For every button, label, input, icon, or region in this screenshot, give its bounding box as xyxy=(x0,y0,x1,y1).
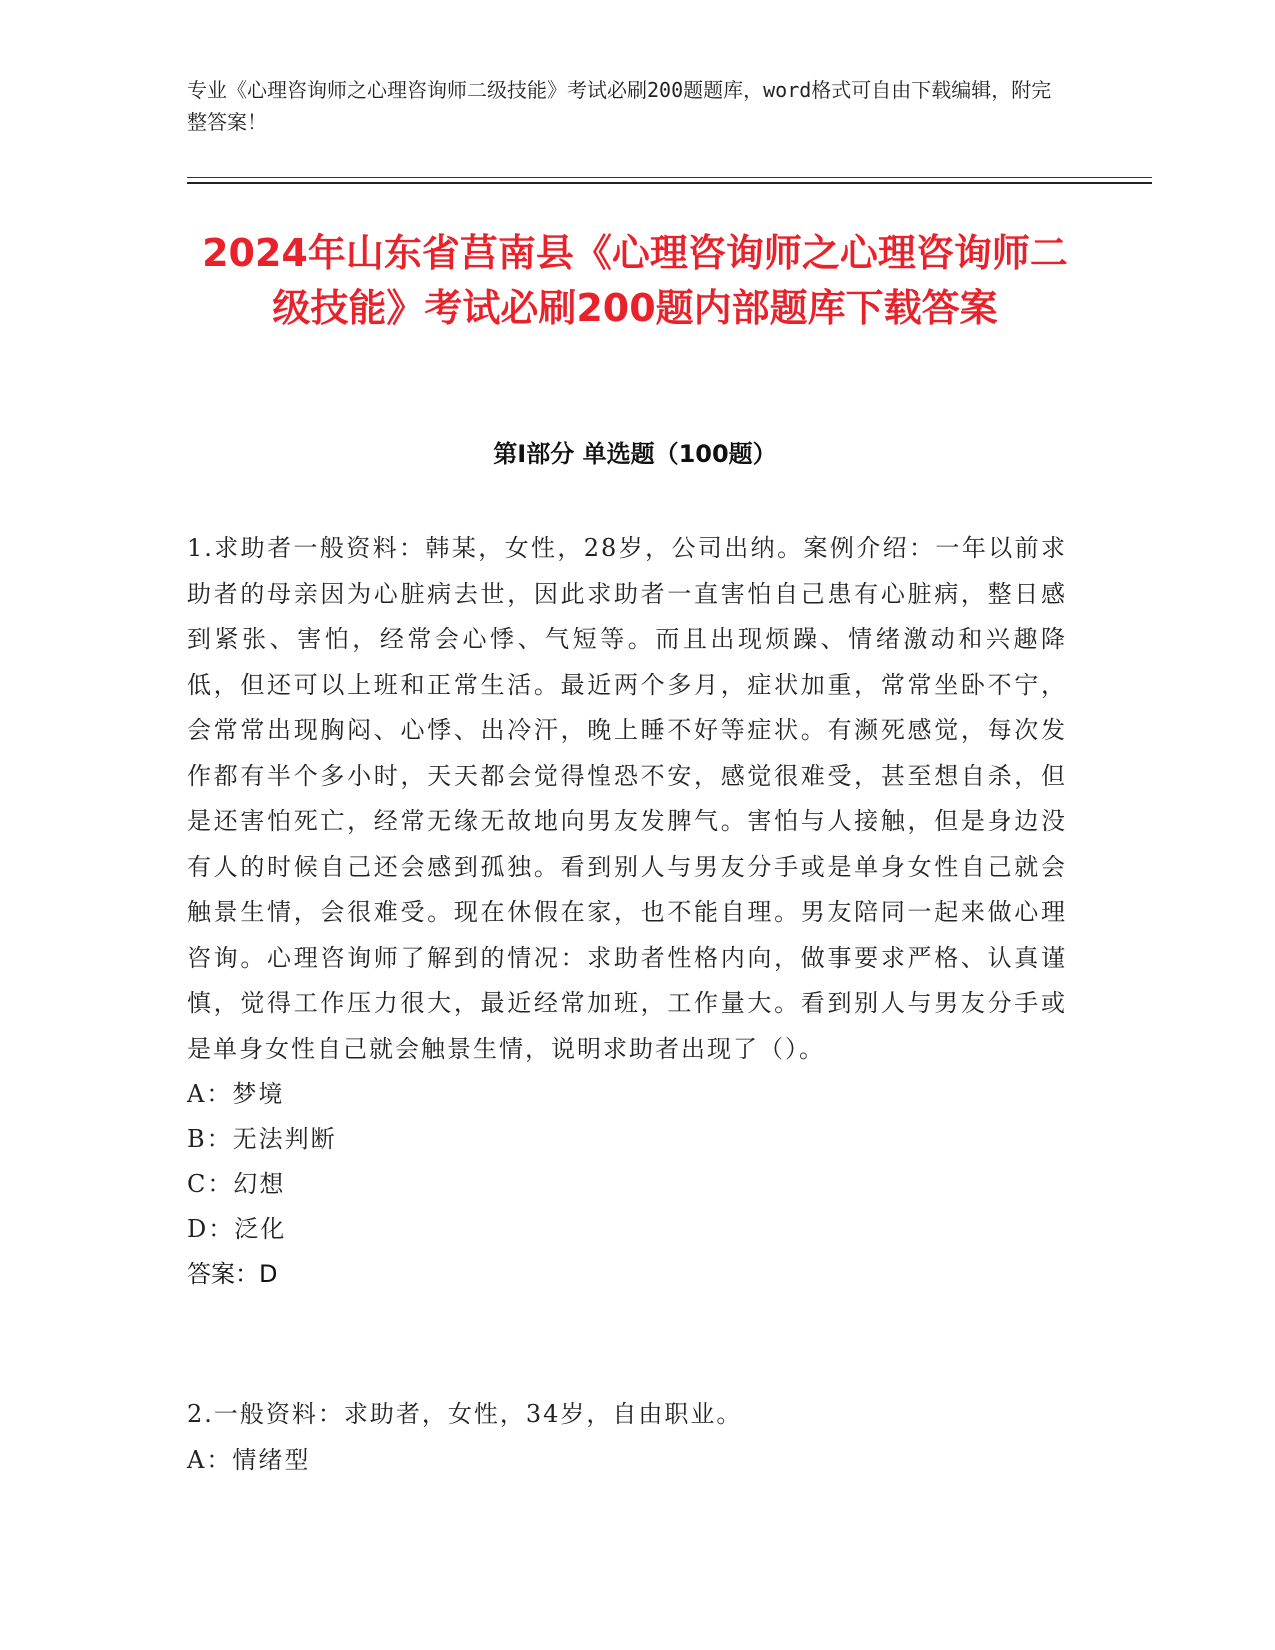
option-a: A：情绪型 xyxy=(187,1445,311,1474)
option-b: B：无法判断 xyxy=(187,1125,337,1153)
section-title: 第Ⅰ部分 单选题（100题） xyxy=(493,440,777,468)
question-stem: 2.一般资料：求助者，女性，34岁，自由职业。 xyxy=(187,1400,743,1428)
question-2 xyxy=(187,1392,1067,1483)
header-note: 专业《心理咨询师之心理咨询师二级技能》考试必刷200题题库，word格式可自由下载编辑，附完整答案！ xyxy=(187,78,1052,134)
document-title: 2024年山东省莒南县《心理咨询师之心理咨询师二级技能》考试必刷200题内部题库下载答案 xyxy=(202,231,1068,330)
question-stem: 1.求助者一般资料：韩某，女性，28岁，公司出纳。案例介绍：一年以前求助者的母亲因为心脏病去世，因此求助者一直害怕自己患有心脏病，整日感到紧张、害怕，经常会心悸、气短等。而且出现烦躁、情绪激动和兴趣降低，但还可以上班和正常生活。最近两个多月，症状加重，常常坐卧不宁，会常常出现胸闷、心悸、出冷汗，晚上睡不好等症状。有濒死感觉，每次发作都有半个多小时，天天都会觉得惶恐不安，感觉很难受，甚至想自杀，但是还害怕死亡，经常无缘无故地向男友发脾气。害怕与人接触，但是身边没有人的时候自己还会感到孤独。看到别人与男友分手或是单身女性自己就会触景生情，会很难受。现在休假在家，也不能自理。男友陪同一起来做心理咨询。心理咨询师了解到的情况：求助者性格内向，做事要求严格、认真谨慎，觉得工作压力很大，最近经常加班，工作量大。看到别人与男友分手或是单身女性自己就会触景生情，说明求助者出现了（）。 xyxy=(187,534,1067,1063)
header-divider-thin xyxy=(187,177,1152,178)
question-1 xyxy=(187,526,1067,1297)
option-c: C：幻想 xyxy=(187,1170,286,1198)
option-a: A：梦境 xyxy=(187,1080,285,1108)
header-divider-thick xyxy=(187,182,1152,184)
answer: 答案：D xyxy=(187,1260,278,1288)
option-d: D：泛化 xyxy=(187,1215,287,1243)
